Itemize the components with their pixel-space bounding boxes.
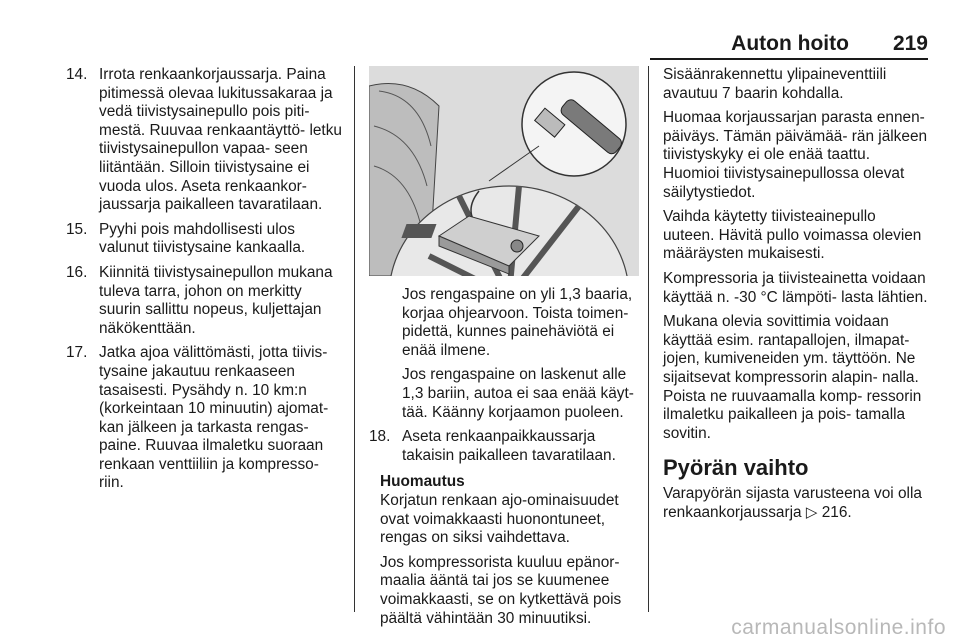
- paragraph: [663, 485, 928, 522]
- column-3: [663, 66, 928, 528]
- list-item: [66, 264, 346, 338]
- section-title: Auton hoito: [731, 32, 849, 55]
- list-item: [66, 344, 346, 493]
- paragraph: Kompressoria ja tiivisteainetta voidaan käyttää n. -30 °C lämpöti- lasta lähtien.: [663, 269, 928, 306]
- section-heading: Pyörän vaihto: [663, 455, 809, 481]
- note-paragraph: Jos kompressorista kuuluu epänor- maalia ääntä tai jos se kuumenee voimakkaasti, se on kytkettävä pois päältä vähintään 30 minuutiksi.: [380, 553, 622, 627]
- item-number: 14.: [66, 66, 88, 83]
- list-item: [66, 221, 346, 258]
- paragraph: Mukana olevia sovittimia voidaan käyttää esim. rantapallojen, ilmapat- jojen, kumiveneiden ym. täyttöön. Ne sijaitsevat kompressorin alapin- nalla. Poista ne ruuvaamalla komp- ressorin ilmaletku paikalleen ja pois- tamalla sovitin.: [663, 313, 922, 442]
- item-number: 17.: [66, 344, 88, 362]
- column-divider: [354, 66, 355, 612]
- item-text: Pyyhi pois mahdollisesti ulos valunut tiivistysaine kankaalla.: [99, 220, 306, 257]
- item-number: 16.: [66, 263, 88, 281]
- list-item: [66, 66, 346, 215]
- tire-compressor-illustration: [369, 66, 639, 276]
- note-paragraph: Korjatun renkaan ajo-ominaisuudet ovat voimakkaasti huonontuneet, rengas on siksi vaihdettava.: [380, 491, 619, 547]
- column-divider: [648, 66, 649, 612]
- column-1: [66, 66, 346, 499]
- illustration-graphic: [369, 66, 639, 276]
- note-title: Huomautus: [380, 473, 465, 491]
- item-text: Irrota renkaankorjaussarja. Paina pitimessä olevaa lukitussakaraa ja vedä tiivistysainepullo pois piti- mestä. Ruuvaa renkaantäyttö- letku tiivistysainepullon vapaa- seen liitäntään. Silloin tiivistysaine ei vuoda ulos. Aseta renkaankor- jaussarja paikalleen tavaratilaan.: [99, 66, 342, 214]
- arrow-reference-icon: ▷: [805, 503, 818, 521]
- watermark: carmanualsonline.info: [731, 616, 946, 639]
- item-number: 18.: [369, 428, 391, 446]
- paragraph: Jos rengaspaine on laskenut alle 1,3 bariin, autoa ei saa enää käyt- tää. Käänny korjaamon puoleen.: [402, 366, 634, 421]
- paragraph: Sisäänrakennettu ylipaineventtiili avautuu 7 baarin kohdalla.: [663, 66, 887, 102]
- column-2: [369, 286, 639, 634]
- note-block: [369, 473, 639, 628]
- paragraph-text: Varapyörän sijasta varusteena voi olla renkaankorjaussarja: [663, 485, 922, 521]
- page-number: 219: [892, 32, 928, 55]
- paragraph: Vaihda käytetty tiivisteainepullo uuteen. Hävitä pullo voimassa olevien määräysten mukaisesti.: [663, 208, 922, 263]
- page-header: [650, 26, 928, 56]
- header-rule: [650, 58, 928, 60]
- item-text: Kiinnitä tiivistysainepullon mukana tuleva tarra, johon on merkitty suurin sallittu nopeus, kuljettajan näkökenttään.: [99, 263, 333, 337]
- paragraph: Jos rengaspaine on yli 1,3 baaria, korjaa ohjearvoon. Toista toimen- pidettä, kunnes painehäviötä ei enää ilmene.: [402, 286, 633, 359]
- item-text: Jatka ajoa välittömästi, jotta tiivis- tysaine jakautuu renkaaseen tasaisesti. Pysähdy n. 10 km:n (korkeintaan 10 minuutin) ajomat- kan jälkeen ja tarkasta rengas- paine. Ruuvaa ilmaletku suoraan renkaan venttiiliin ja kompresso- riin.: [99, 344, 329, 492]
- item-number: 15.: [66, 220, 88, 238]
- list-item: [369, 428, 639, 465]
- page-reference-link[interactable]: 216.: [821, 503, 852, 521]
- item-text: Aseta renkaanpaikkaussarja takaisin paikalleen tavaratilaan.: [402, 428, 616, 464]
- paragraph: Huomaa korjaussarjan parasta ennen-päiväys. Tämän päivämää- rän jälkeen tiivistyskyky ei ole enää taattu. Huomioi tiivistysainepullossa olevat säilytystiedot.: [663, 109, 928, 201]
